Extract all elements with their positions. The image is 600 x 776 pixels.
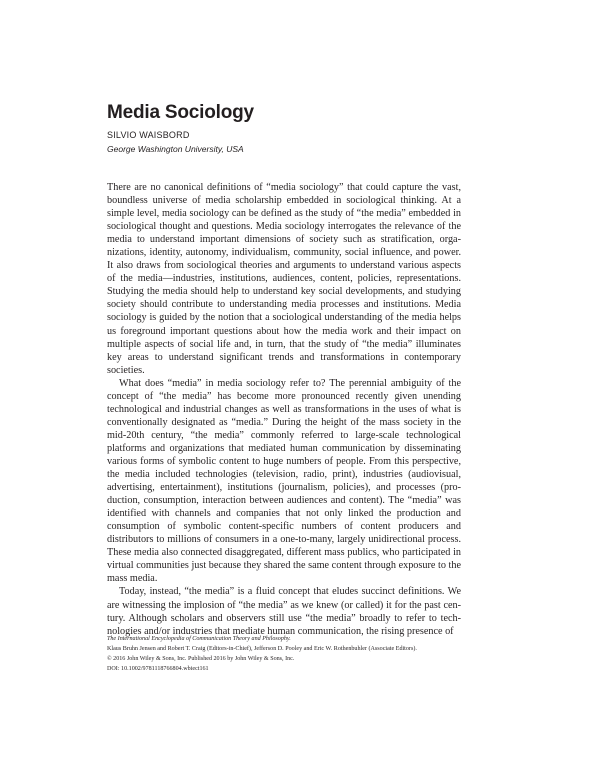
article-title: Media Sociology (107, 102, 254, 123)
doi-line: DOI: 10.1002/9781118766804.wbiect161 (107, 666, 209, 672)
article-body (107, 181, 461, 638)
encyclopedia-title: The International Encyclopedia of Communication Theory and Philosophy. (107, 636, 291, 642)
editors-line: Klaus Bruhn Jensen and Robert T. Craig (Editors-in-Chief), Jefferson D. Pooley and Eric W. Rothenbuhler (Associate Editors). (107, 646, 417, 652)
copyright-line: © 2016 John Wiley & Sons, Inc. Published 2016 by John Wiley & Sons, Inc. (107, 656, 295, 662)
body-paragraph-2: What does “media” in media sociology refer to? The perennial ambiguity of the concept of “the media” has become more pronounced recently given unending technological and industrial changes as well as transformations in the uses of what is conventionally designated as “media.” During the height of the mass society in the mid-20th century, “the media” commonly referred to large-scale technological platforms and organizations that mediated human communication by disseminating various forms of symbolic content to huge numbers of people. From this perspective, the media included technologies (television, radio, print), industries (audiovisual, advertising, entertainment), institutions (journalism, policies), and processes (production, consumption, interaction between audiences and content). The “media” was identified with channels and companies that not only linked the production and consumption of symbolic content-specific numbers of content producers and distributors to millions of consumers in a one-to-many, largely unidirectional process. These media also connected disaggregated, different mass publics, who participated in virtual communities just because they shared the same content through exposure to the mass media. (107, 377, 461, 585)
citation-footer (107, 634, 487, 674)
body-paragraph-3: Today, instead, “the media” is a fluid concept that eludes succinct definitions. We are witnessing the implosion of “the media” as we knew (or called) it for the past century. Although scholars and observers still use “the media” broadly to refer to technologies and/or industries that mediate human communication, the rising presence of (107, 586, 461, 637)
author-affiliation: George Washington University, USA (107, 144, 244, 154)
body-paragraph-1: There are no canonical definitions of “media sociology” that could capture the vast, boundless universe of media scholarship embedded in sociological thinking. At a simple level, media sociology can be defined as the study of “the media” embedded in sociological thought and questions. Media sociology interrogates the relevance of the media to understand important dimensions of society such as stratification, organizations, identity, autonomy, individualism, community, social influence, and power. It also draws from sociological theories and arguments to understand various aspects of the media—industries, institutions, audiences, content, policies, representations. Studying the media should help to understand key social developments, and studying society should contribute to understanding media processes and institutions. Media sociology is guided by the notion that a sociological understanding of the media helps us foreground important questions about how the media work and their impact on multiple aspects of social life and, in turn, that the study of “the media” illuminates key areas to understand significant trends and transformations in contemporary societies. (107, 182, 461, 376)
article-author: SILVIO WAISBORD (107, 130, 190, 140)
